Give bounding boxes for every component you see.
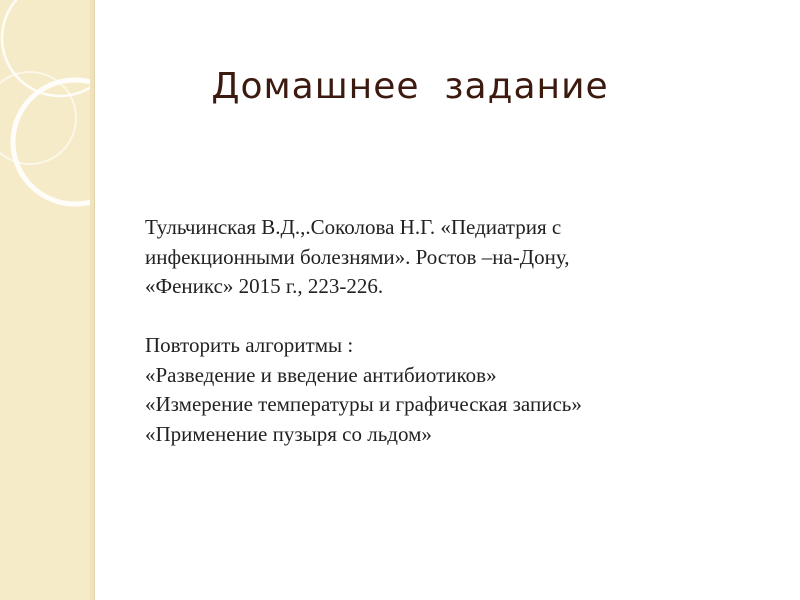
decorative-side-band [0, 0, 90, 600]
task-item: «Применение пузыря со льдом» [145, 421, 432, 446]
slide-body [145, 213, 745, 449]
decorative-rings-icon [0, 0, 90, 600]
reference-line: инфекционными болезнями». Ростов –на-Дону, [145, 244, 570, 269]
task-item: «Разведение и введение антибиотиков» [145, 362, 497, 387]
task-item: «Измерение температуры и графическая запись» [145, 392, 582, 416]
tasks-heading: Повторить алгоритмы : [145, 333, 354, 357]
slide-title: Домашнее задание [211, 66, 609, 107]
reference-line: Тульчинская В.Д.,.Соколова Н.Г. «Педиатрия с [145, 215, 562, 239]
band-edge-line [94, 0, 95, 600]
reference-line: «Феникс» 2015 г., 223-226. [145, 274, 384, 298]
paragraph-gap [145, 302, 745, 332]
